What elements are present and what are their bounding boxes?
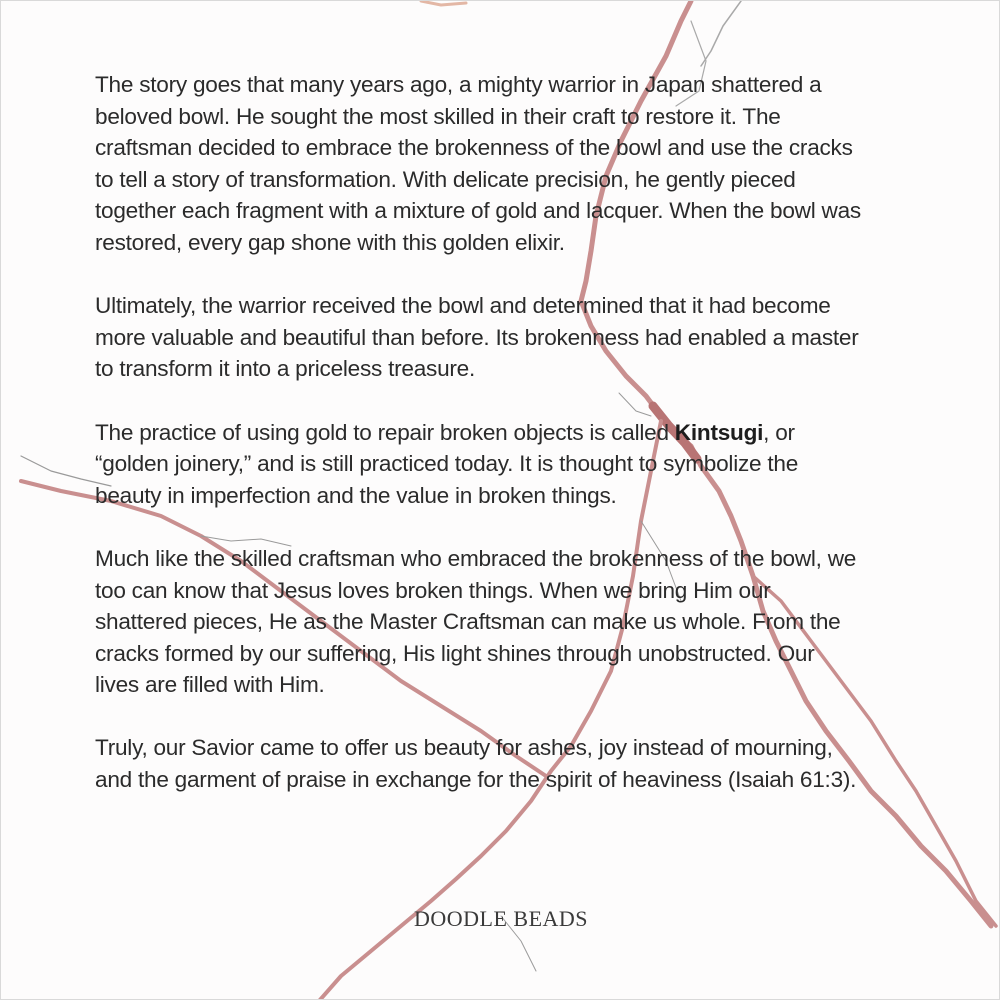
text-line: too can know that Jesus loves broken things. When we bring Him our xyxy=(95,577,771,603)
text-line: Truly, our Savior came to offer us beauty for ashes, joy instead of mourning, xyxy=(95,735,833,761)
crack-top-left xyxy=(421,1,466,5)
brand-footer: DOODLE BEADS xyxy=(413,906,589,931)
text-line: and the garment of praise in exchange for the spirit of heaviness (Isaiah 61:3). xyxy=(95,767,857,793)
text-line: more valuable and beautiful than before. Its brokenness had enabled a master xyxy=(95,324,859,350)
crack-branch-top xyxy=(701,1,741,66)
text-line xyxy=(95,417,975,449)
text-segment: , or xyxy=(763,419,795,445)
text-line: The story goes that many years ago, a mighty warrior in Japan shattered a xyxy=(95,72,822,97)
text-line: together each fragment with a mixture of gold and lacquer. When the bowl was xyxy=(95,198,861,224)
text-line: beloved bowl. He sought the most skilled in their craft to restore it. The xyxy=(95,103,781,129)
text-segment: The practice of using gold to repair broken objects is called xyxy=(95,419,675,445)
text-line: craftsman decided to embrace the brokenness of the bowl and use the cracks xyxy=(95,135,853,161)
text-line: cracks formed by our suffering, His light shines through unobstructed. Our xyxy=(95,640,815,666)
paragraph-jesus xyxy=(95,543,975,701)
text-line: to transform it into a priceless treasure. xyxy=(95,356,476,382)
paragraph-story xyxy=(95,69,975,259)
text-line: restored, every gap shone with this golden elixir. xyxy=(95,229,565,255)
paragraph-warrior xyxy=(95,290,975,385)
text-line: shattered pieces, He as the Master Craftsman can make us whole. From the xyxy=(95,609,841,635)
text-line: to tell a story of transformation. With delicate precision, he gently pieced xyxy=(95,166,796,192)
paragraph-savior xyxy=(95,732,975,795)
text-line: beauty in imperfection and the value in broken things. xyxy=(95,482,617,508)
text-line: “golden joinery,” and is still practiced today. It is thought to symbolize the xyxy=(95,451,799,477)
paragraph-kintsugi xyxy=(95,417,975,512)
text-line: Ultimately, the warrior received the bowl and determined that it had become xyxy=(95,293,831,319)
kintsugi-term: Kintsugi xyxy=(674,419,764,445)
text-line: lives are filled with Him. xyxy=(95,672,325,698)
story-text xyxy=(95,69,975,827)
text-line: Much like the skilled craftsman who embraced the brokenness of the bowl, we xyxy=(95,545,857,571)
